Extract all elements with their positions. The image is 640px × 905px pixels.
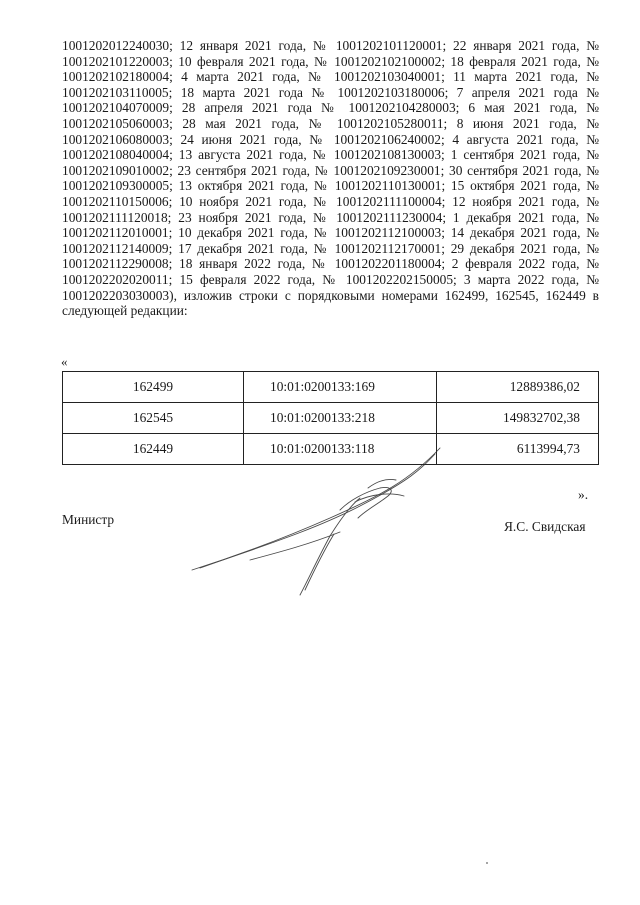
- row-number-cell: 162499: [63, 372, 244, 403]
- value-cell: 12889386,02: [437, 372, 599, 403]
- value-cell: 6113994,73: [437, 434, 599, 465]
- body-paragraph: 1001202012240030; 12 января 2021 года, № 1001202101120001; 22 января 2021 года, № 1001202101220003; 10 февраля 2021 года, № 1001202102100002; 18 февраля 2021 года, № 1001202102180004; 4 марта 2021 года, № 1001202103040001; 11 марта 2021 года, № 1001202103110005; 18 марта 2021 года № 1001202103180006; 7 апреля 2021 года № 1001202104070009; 28 апреля 2021 года № 1001202104280003; 6 мая 2021 года, № 1001202105060003; 28 мая 2021 года, № 1001202105280011; 8 июня 2021 года, № 1001202106080003; 24 июня 2021 года, № 1001202106240002; 4 августа 2021 года, № 1001202108040004; 13 августа 2021 года, № 1001202108130003; 1 сентября 2021 года, № 1001202109010002; 23 сентября 2021 года, № 1001202109230001; 30 сентября 2021 года, № 1001202109300005; 13 октября 2021 года, № 1001202110130001; 15 октября 2021 года, № 1001202110150006; 10 ноября 2021 года, № 1001202111100004; 12 ноября 2021 года, № 1001202111120018; 23 ноября 2021 года, № 1001202111230004; 1 декабря 2021 года, № 1001202112010001; 10 декабря 2021 года, № 1001202112100003; 14 декабря 2021 года, № 1001202112140009; 17 декабря 2021 года, № 1001202112170001; 29 декабря 2021 года, № 1001202112290008; 18 января 2022 года, № 1001202201180004; 2 февраля 2022 года, № 1001202202020011; 15 февраля 2022 года, № 1001202202150005; 3 марта 2022 года, № 1001202203030003), изложив строки с порядковыми номерами 162499, 162545, 162449 в следующей редакции:: [62, 38, 599, 319]
- cadastral-number-cell: 10:01:0200133:118: [244, 434, 437, 465]
- row-number-cell: 162449: [63, 434, 244, 465]
- row-number-cell: 162545: [63, 403, 244, 434]
- opening-quote: «: [61, 354, 68, 369]
- handwritten-signature: [190, 440, 450, 600]
- value-cell: 149832702,38: [437, 403, 599, 434]
- signatory-name: Я.С. Свидская: [504, 519, 586, 534]
- closing-quote: ».: [578, 487, 589, 502]
- table-row: [63, 403, 599, 434]
- cadastral-number-cell: 10:01:0200133:169: [244, 372, 437, 403]
- scan-speck: [486, 862, 488, 864]
- cadastral-number-cell: 10:01:0200133:218: [244, 403, 437, 434]
- signatory-title: Министр: [62, 512, 115, 527]
- table-row: [63, 372, 599, 403]
